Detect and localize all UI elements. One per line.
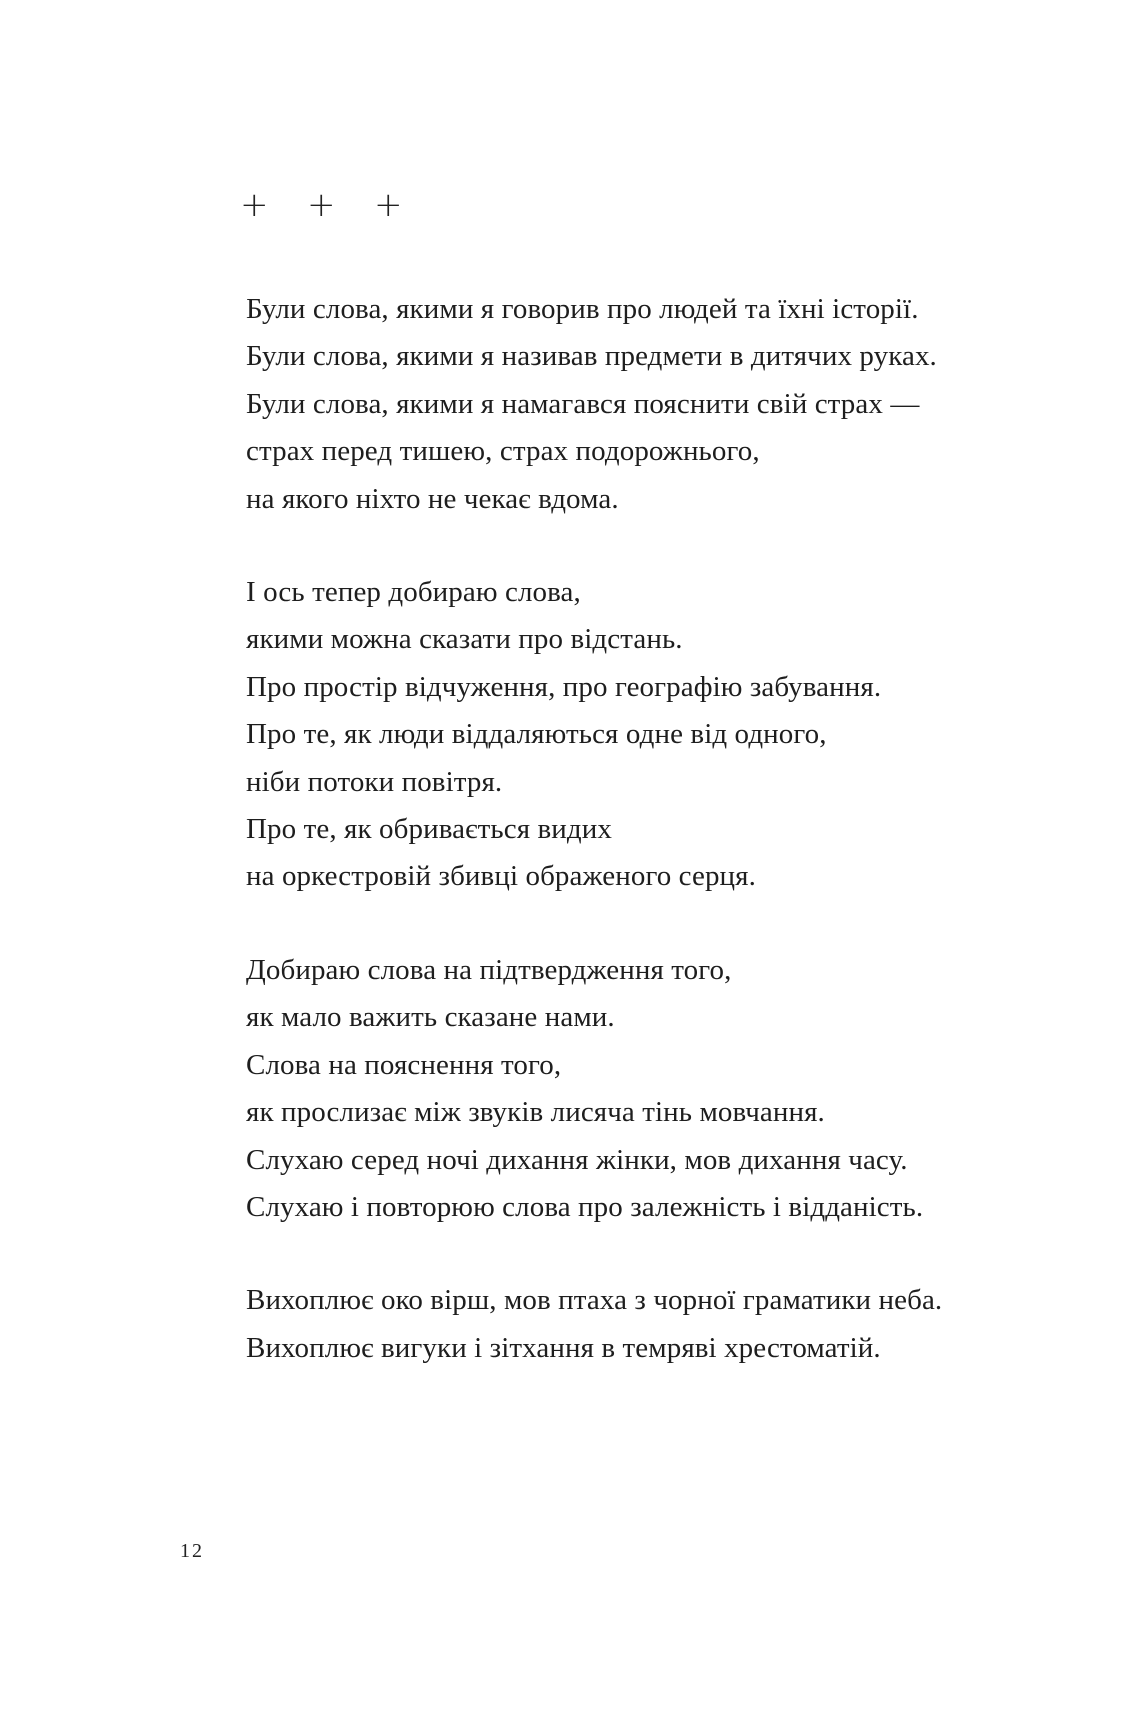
poem-line: Слухаю серед ночі дихання жінки, мов дихання часу.	[246, 1143, 908, 1176]
stanza-4	[246, 1277, 1066, 1372]
page-number: 12	[180, 1540, 204, 1562]
poem-line: Вихоплює око вірш, мов птаха з чорної граматики неба.	[246, 1284, 943, 1317]
ornament-cross-1: +	[240, 185, 269, 225]
poem-line: Про простір відчуження, про географію забування.	[246, 670, 882, 703]
ornament-cross-3: +	[374, 185, 403, 225]
poem-line: як мало важить сказане нами.	[246, 1001, 615, 1034]
poem-line: як прослизає між звуків лисяча тінь мовчання.	[246, 1096, 825, 1129]
poem-line: Слухаю і повторюю слова про залежність і відданість.	[246, 1190, 924, 1223]
poem-line: Добираю слова на підтвердження того,	[246, 953, 732, 986]
poem-line: Були слова, якими я називав предмети в дитячих руках.	[246, 340, 937, 373]
ornament-cross-2: +	[307, 185, 336, 225]
stanza-3	[246, 947, 1066, 1231]
poem-line: Вихоплює вигуки і зітхання в темряві хрестоматій.	[246, 1331, 881, 1364]
poem-line: на якого ніхто не чекає вдома.	[246, 482, 619, 515]
poem-line: Були слова, якими я намагався пояснити свій страх —	[246, 387, 920, 420]
poem-line: на оркестровій збивці ображеного серця.	[246, 860, 756, 893]
stanza-1	[246, 286, 1066, 523]
poem-line: якими можна сказати про відстань.	[246, 623, 683, 656]
poem-body	[246, 286, 1066, 1418]
poem-line: Про те, як люди віддаляються одне від одного,	[246, 718, 827, 751]
poem-line: ніби потоки повітря.	[246, 765, 503, 798]
section-ornament	[240, 185, 441, 225]
poem-line: Слова на пояснення того,	[246, 1048, 562, 1081]
poem-line: І ось тепер добираю слова,	[246, 576, 581, 609]
stanza-2	[246, 569, 1066, 901]
poem-line: Про те, як обривається видих	[246, 813, 612, 846]
poem-line: Були слова, якими я говорив про людей та їхні історії.	[246, 293, 919, 325]
poem-line: страх перед тишею, страх подорожнього,	[246, 435, 760, 468]
